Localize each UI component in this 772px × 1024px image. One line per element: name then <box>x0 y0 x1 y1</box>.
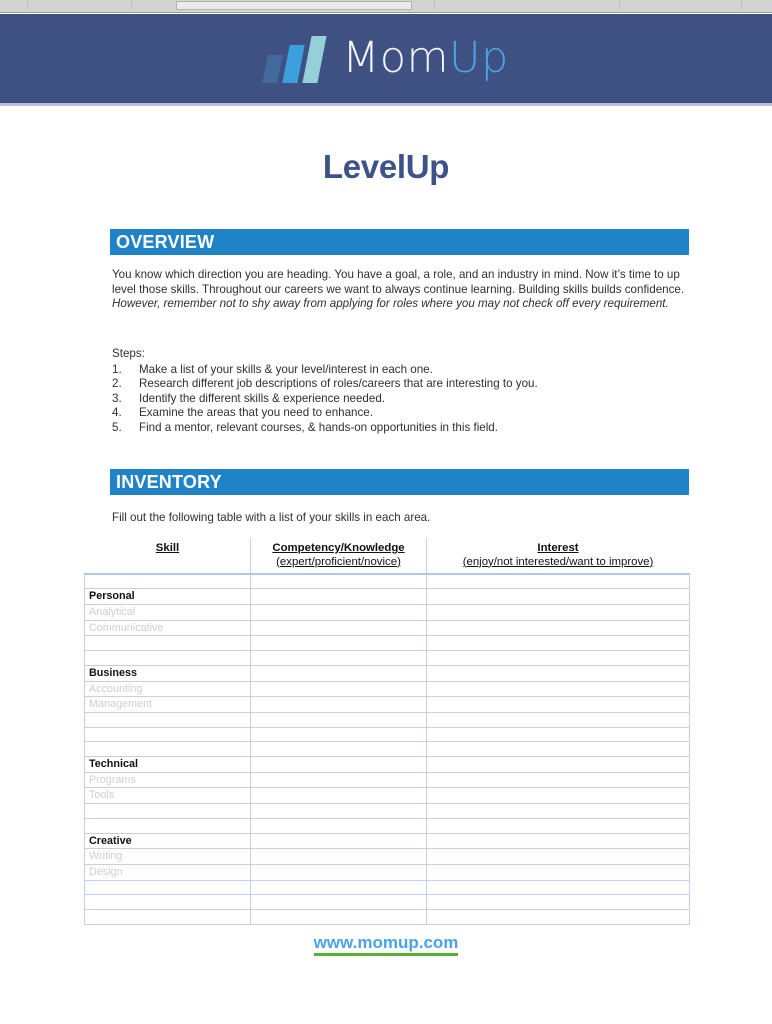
table-row-blank[interactable] <box>85 636 690 651</box>
table-row-example[interactable] <box>85 605 690 621</box>
competency-cell[interactable] <box>251 757 427 773</box>
competency-cell[interactable] <box>251 818 427 833</box>
skill-cell[interactable] <box>85 833 251 849</box>
overview-paragraph-italic: However, remember not to shy away from applying for roles where you may not check off every requirement. <box>112 297 669 311</box>
list-item <box>112 377 689 392</box>
skill-cell[interactable] <box>85 665 251 681</box>
toolbar-separator <box>434 0 435 9</box>
overview-paragraph-plain: You know which direction you are heading. You have a goal, a role, and an industry in mind. Now it’s time to up level those skills. Throughout our careers we want to always continue learning. Building skills builds confidence. <box>112 268 685 296</box>
table-row-blank[interactable] <box>85 712 690 727</box>
steps-list <box>112 363 689 436</box>
table-row-example[interactable] <box>85 697 690 713</box>
table-row-category[interactable] <box>85 665 690 681</box>
step-text: Make a list of your skills & your level/interest in each one. <box>139 362 433 376</box>
list-item <box>112 363 689 378</box>
step-number: 2. <box>112 377 122 391</box>
toolbar-separator <box>27 0 28 9</box>
table-row-example[interactable] <box>85 681 690 697</box>
list-item <box>112 392 689 407</box>
interest-cell[interactable] <box>427 804 690 819</box>
skill-cell[interactable] <box>85 605 251 621</box>
page-title: LevelUp <box>322 148 450 185</box>
column-header-skill <box>85 539 251 575</box>
skill-cell[interactable] <box>85 804 251 819</box>
skill-cell[interactable] <box>85 818 251 833</box>
competency-cell[interactable] <box>251 665 427 681</box>
competency-cell[interactable] <box>251 605 427 621</box>
skill-example-label: Management <box>89 698 153 711</box>
competency-cell[interactable] <box>251 849 427 865</box>
competency-cell[interactable] <box>251 833 427 849</box>
interest-cell[interactable] <box>427 772 690 788</box>
skill-cell[interactable] <box>85 880 251 895</box>
toolbar-separator <box>131 0 132 9</box>
skill-cell[interactable] <box>85 849 251 865</box>
competency-cell[interactable] <box>251 880 427 895</box>
skill-cell[interactable] <box>85 651 251 666</box>
list-item <box>112 406 689 421</box>
skill-example-label: Design <box>89 865 123 878</box>
inventory-intro-text: Fill out the following table with a list of your skills in each area. <box>112 511 431 524</box>
interest-cell[interactable] <box>427 712 690 727</box>
interest-cell[interactable] <box>427 681 690 697</box>
table-header <box>85 539 690 575</box>
momup-bars-logo-icon <box>263 35 325 83</box>
skill-example-label: Communicative <box>89 621 164 634</box>
website-link[interactable] <box>0 933 772 953</box>
wordmark-mom: Mom <box>342 33 449 83</box>
competency-cell[interactable] <box>251 727 427 742</box>
logo-bar-large <box>303 36 327 83</box>
table-body[interactable] <box>85 574 690 924</box>
step-text: Research different job descriptions of roles/careers that are interesting to you. <box>139 377 538 391</box>
competency-cell[interactable] <box>251 681 427 697</box>
section-banner-overview: OVERVIEW <box>110 229 689 255</box>
column-header-competency <box>251 539 427 575</box>
skill-cell[interactable] <box>85 727 251 742</box>
table-row-blank[interactable] <box>85 818 690 833</box>
skill-category-label: Creative <box>89 834 132 847</box>
section-banner-inventory: INVENTORY <box>110 469 689 495</box>
competency-cell[interactable] <box>251 697 427 713</box>
table-row-blank[interactable] <box>85 651 690 666</box>
competency-cell[interactable] <box>251 574 427 589</box>
skill-category-label: Technical <box>89 758 139 771</box>
skill-inventory-table[interactable] <box>84 538 690 925</box>
interest-cell[interactable] <box>427 849 690 865</box>
toolbar-separator <box>619 0 620 9</box>
column-header-interest-label: Interest <box>537 542 579 554</box>
interest-cell[interactable] <box>427 605 690 621</box>
interest-cell[interactable] <box>427 742 690 757</box>
skill-cell[interactable] <box>85 636 251 651</box>
skill-cell[interactable] <box>85 788 251 804</box>
interest-cell[interactable] <box>427 788 690 804</box>
competency-cell[interactable] <box>251 620 427 636</box>
brand-wordmark <box>342 33 509 83</box>
step-text: Find a mentor, relevant courses, & hands-on opportunities in this field. <box>139 420 498 434</box>
table-row-blank[interactable] <box>85 910 690 925</box>
competency-cell[interactable] <box>251 788 427 804</box>
skill-cell[interactable] <box>85 712 251 727</box>
table-row-blank[interactable] <box>85 880 690 895</box>
column-header-competency-label: Competency/Knowledge <box>272 542 405 554</box>
overview-paragraph <box>112 268 689 312</box>
competency-cell[interactable] <box>251 864 427 880</box>
step-text: Identify the different skills & experience needed. <box>139 391 385 405</box>
step-number: 1. <box>112 362 122 376</box>
table-row-blank[interactable] <box>85 574 690 589</box>
skill-cell[interactable] <box>85 772 251 788</box>
interest-cell[interactable] <box>427 757 690 773</box>
skill-cell[interactable] <box>85 620 251 636</box>
skill-example-label: Writing <box>89 850 123 863</box>
step-text: Examine the areas that you need to enhance. <box>139 406 373 420</box>
steps-block <box>112 347 689 436</box>
table-row-example[interactable] <box>85 788 690 804</box>
skill-cell[interactable] <box>85 697 251 713</box>
interest-cell[interactable] <box>427 620 690 636</box>
table-row-blank[interactable] <box>85 895 690 910</box>
competency-cell[interactable] <box>251 712 427 727</box>
interest-cell[interactable] <box>427 589 690 605</box>
interest-cell[interactable] <box>427 665 690 681</box>
table-row-blank[interactable] <box>85 742 690 757</box>
interest-cell[interactable] <box>427 697 690 713</box>
competency-cell[interactable] <box>251 804 427 819</box>
skill-example-label: Accounting <box>89 682 143 695</box>
logo-bar-small <box>262 55 282 83</box>
interest-cell[interactable] <box>427 818 690 833</box>
competency-cell[interactable] <box>251 895 427 910</box>
skill-example-label: Tools <box>89 789 115 802</box>
skill-cell[interactable] <box>85 864 251 880</box>
table-row-example[interactable] <box>85 620 690 636</box>
skill-category-label: Business <box>89 666 138 679</box>
competency-cell[interactable] <box>251 589 427 605</box>
wordmark-up: Up <box>449 33 509 83</box>
interest-cell[interactable] <box>427 727 690 742</box>
interest-cell[interactable] <box>427 651 690 666</box>
list-item <box>112 421 689 436</box>
competency-cell[interactable] <box>251 910 427 925</box>
interest-cell[interactable] <box>427 636 690 651</box>
interest-cell[interactable] <box>427 574 690 589</box>
interest-cell[interactable] <box>427 895 690 910</box>
browser-toolbar-strip <box>0 0 772 13</box>
table-row-category[interactable] <box>85 757 690 773</box>
competency-cell[interactable] <box>251 772 427 788</box>
skill-cell[interactable] <box>85 589 251 605</box>
brand-header-band <box>0 14 772 103</box>
step-number: 4. <box>112 406 122 420</box>
step-number: 3. <box>112 391 122 405</box>
skill-cell[interactable] <box>85 574 251 589</box>
column-header-skill-label: Skill <box>155 542 180 554</box>
interest-cell[interactable] <box>427 880 690 895</box>
skill-cell[interactable] <box>85 910 251 925</box>
table-row-example[interactable] <box>85 849 690 865</box>
step-number: 5. <box>112 420 122 434</box>
table-row-category[interactable] <box>85 833 690 849</box>
skill-cell[interactable] <box>85 757 251 773</box>
skill-cell[interactable] <box>85 895 251 910</box>
toolbar-separator <box>741 0 742 9</box>
skill-example-label: Analytical <box>89 606 136 619</box>
table-row-blank[interactable] <box>85 727 690 742</box>
skill-example-label: Programs <box>89 773 136 786</box>
website-link-text: www.momup.com <box>314 933 459 956</box>
table-row-blank[interactable] <box>85 804 690 819</box>
skill-cell[interactable] <box>85 681 251 697</box>
interest-cell[interactable] <box>427 833 690 849</box>
table-row-example[interactable] <box>85 864 690 880</box>
skill-category-label: Personal <box>89 590 135 603</box>
logo-bar-medium <box>283 45 305 83</box>
column-header-interest-sub: (enjoy/not interested/want to improve) <box>462 555 654 568</box>
brand-header-underline <box>0 103 772 106</box>
skill-cell[interactable] <box>85 742 251 757</box>
competency-cell[interactable] <box>251 636 427 651</box>
interest-cell[interactable] <box>427 864 690 880</box>
column-header-competency-sub: (expert/proficient/novice) <box>276 555 401 568</box>
steps-label: Steps: <box>112 347 145 360</box>
table-header-row <box>85 539 690 575</box>
brand-lockup <box>263 35 509 83</box>
toolbar-field[interactable] <box>176 1 412 10</box>
competency-cell[interactable] <box>251 742 427 757</box>
table-row-category[interactable] <box>85 589 690 605</box>
table-row-example[interactable] <box>85 772 690 788</box>
competency-cell[interactable] <box>251 651 427 666</box>
column-header-interest <box>427 539 690 575</box>
interest-cell[interactable] <box>427 910 690 925</box>
